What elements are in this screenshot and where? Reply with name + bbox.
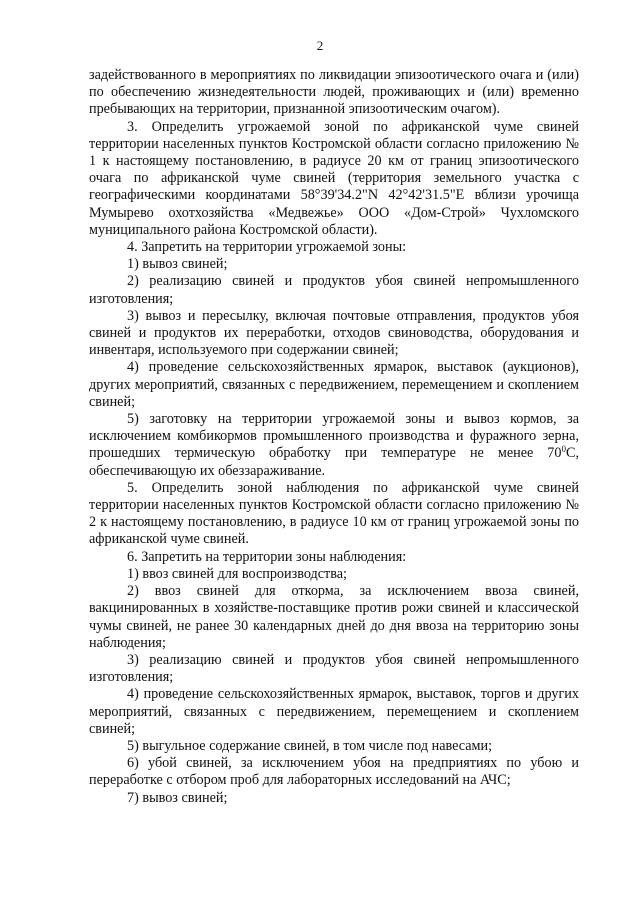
list-item: 1) ввоз свиней для воспроизводства; — [127, 565, 347, 582]
superscript: 0 — [561, 444, 566, 455]
list-item-with-temperature — [89, 411, 579, 480]
paragraph-item-6: 6. Запретить на территории зоны наблюдения: — [127, 548, 407, 565]
list-item: 7) вывоз свиней; — [127, 789, 228, 806]
list-item: 1) вывоз свиней; — [127, 256, 228, 273]
list-item: 4) проведение сельскохозяйственных ярмарок, выставок (аукционов), других мероприятий, связанных с передвижением, перемещением и скоплением свиней; — [89, 359, 579, 410]
list-item: 2) реализацию свиней и продуктов убоя свиней непромышленного изготовления; — [89, 273, 579, 307]
paragraph-item-5: 5. Определить зоной наблюдения по африканской чуме свиней территории населенных пунктов Костромской области согласно приложению № 2 к настоящему постановлению, в радиусе 10 км от границ угрожаемой зоны по африканской чуме свиней. — [89, 479, 579, 548]
list-item-text: С, обеспечивающую их обеззараживание. — [89, 445, 579, 479]
list-item: 4) проведение сельскохозяйственных ярмарок, выставок, торгов и других мероприятий, связанных с передвижением, перемещением и скоплением свиней; — [89, 686, 579, 737]
list-item: 2) ввоз свиней для откорма, за исключением ввоза свиней, вакцинированных в хозяйстве-поставщике против рожи свиней и классической чумы свиней, не ранее 30 календарных дней до дня ввоза на территорию зоны наблюдения; — [89, 583, 579, 651]
list-item-text: 5) заготовку на территории угрожаемой зоны и вывоз кормов, за исключением комбикормов промышленного производства и фуражного зерна, прошедших термическую обработку при температуре не менее 70 — [89, 411, 579, 462]
list-item: 3) вывоз и пересылку, включая почтовые отправления, продуктов убоя свиней и продуктов их переработки, отходов свиноводства, оборудования и инвентаря, используемого при содержании свиней; — [89, 307, 579, 359]
paragraph-continuation: задействованного в мероприятиях по ликвидации эпизоотического очага и (или) по обеспечению жизнедеятельности людей, проживающих и (или) временно пребывающих на территории, признанной эпизоотическим очагом). — [89, 67, 579, 118]
paragraph-item-4: 4. Запретить на территории угрожаемой зоны: — [127, 239, 407, 256]
paragraph-item-3: 3. Определить угрожаемой зоной по африканской чуме свиней территории населенных пунктов Костромской области согласно приложению № 1 к настоящему постановлению, в радиусе 20 км от границ эпизоотического очага по африканской чуме свиней (территория земельного участка с географическими координатами 58°39'34.2"N 42°42'31.5"E вблизи урочища Мумырево охотхозяйства «Медвежье» ООО «Дом-Строй» Чухломского муниципального района Костромской области). — [89, 118, 579, 238]
document-body — [89, 67, 579, 807]
page-number: 2 — [316, 38, 324, 53]
list-item: 5) выгульное содержание свиней, в том числе под навесами; — [127, 737, 493, 754]
list-item: 6) убой свиней, за исключением убоя на предприятиях по убою и переработке с отбором проб для лабораторных исследований на АЧС; — [89, 755, 579, 789]
list-item: 3) реализацию свиней и продуктов убоя свиней непромышленного изготовления; — [89, 651, 579, 686]
